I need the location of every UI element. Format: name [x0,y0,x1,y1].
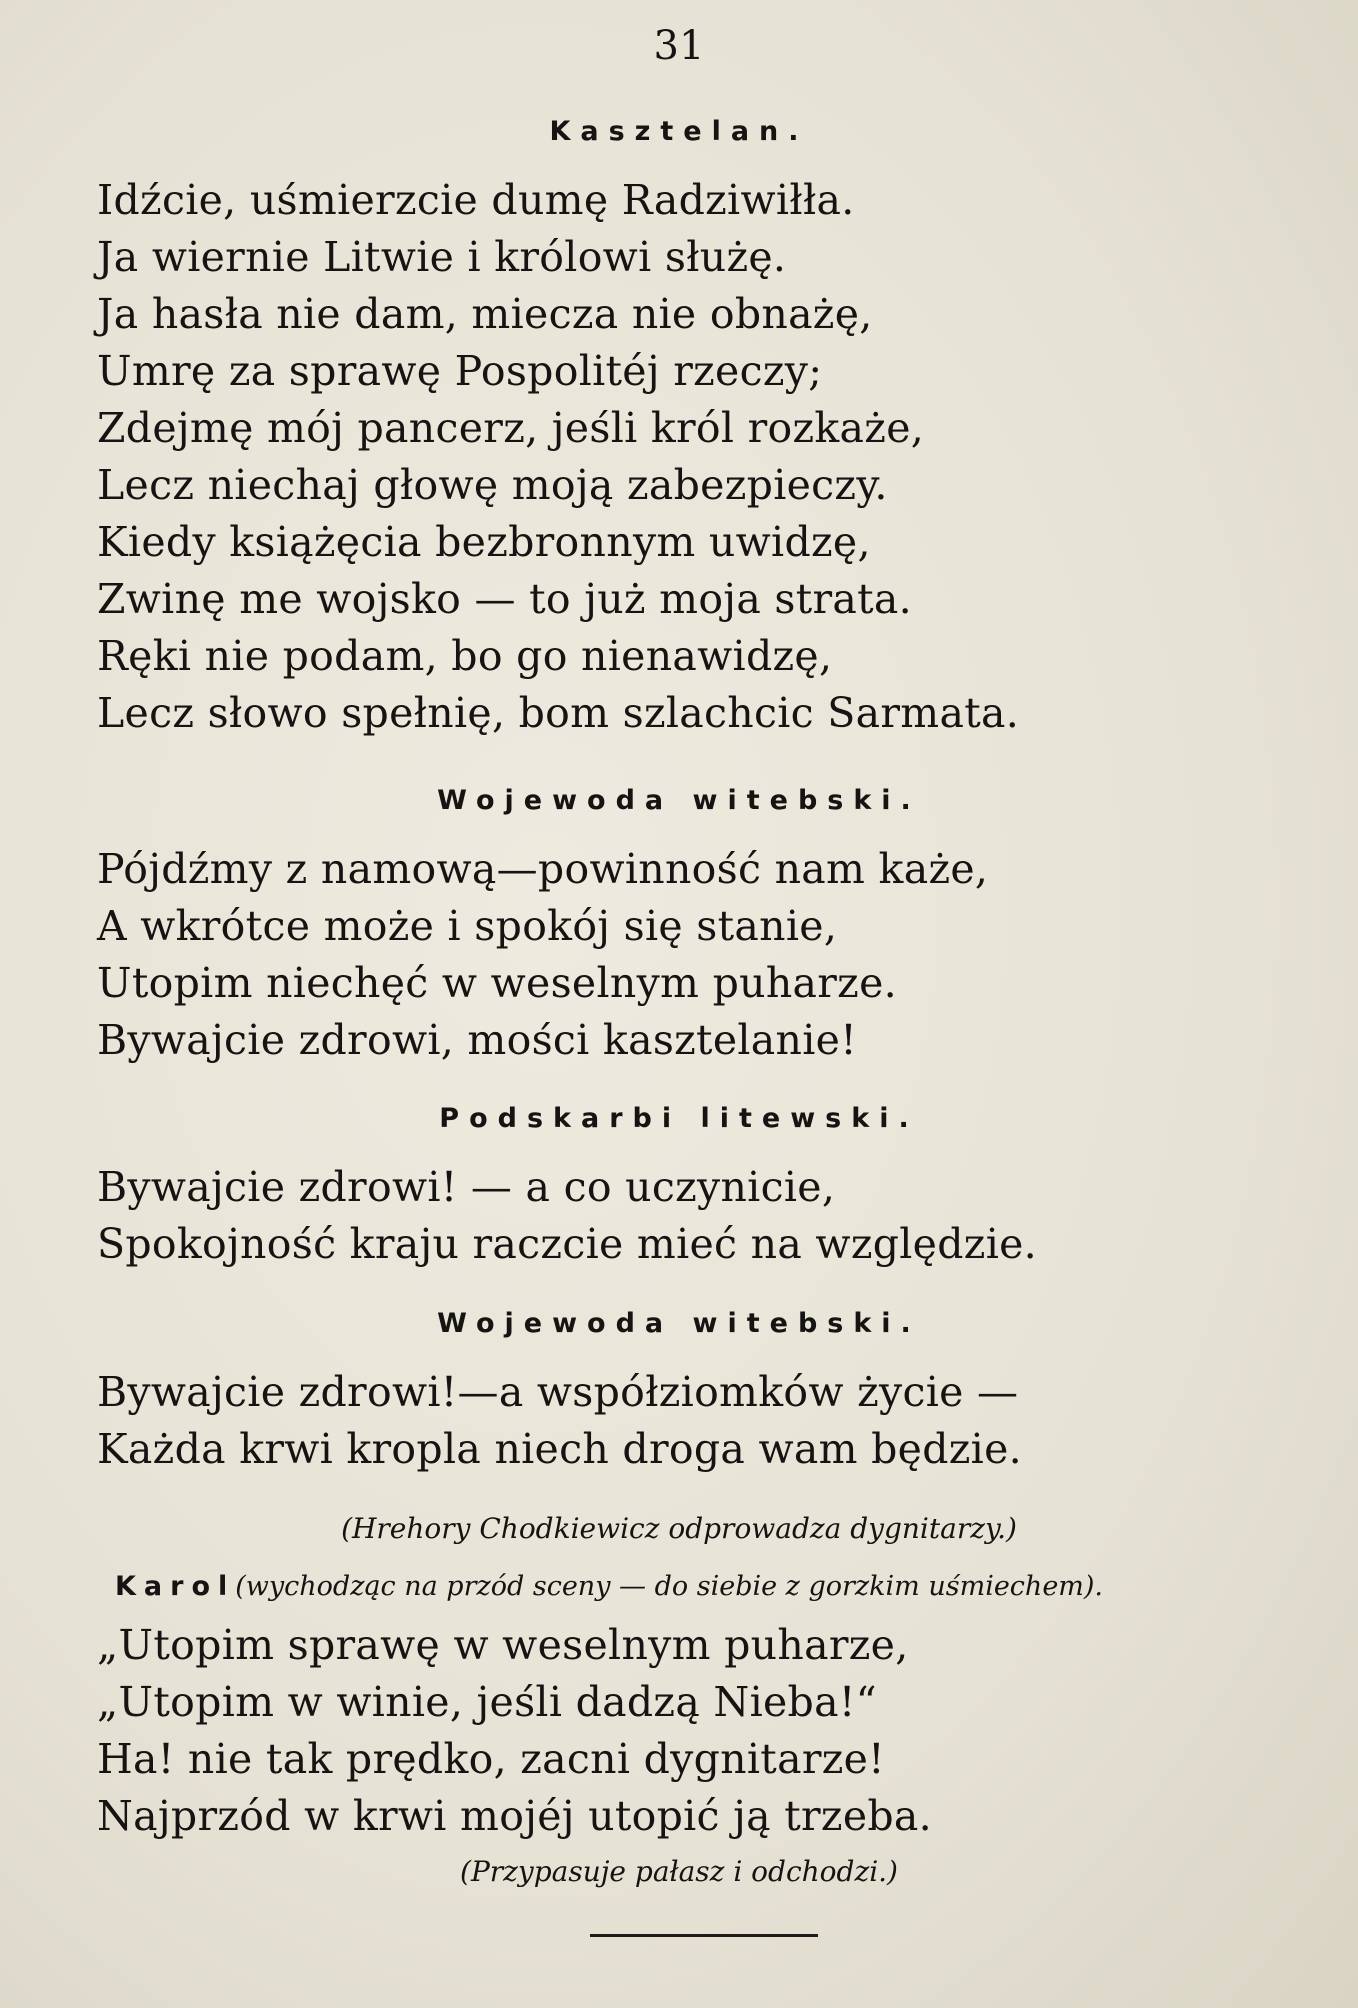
verse-line: Zdejmę mój pancerz, jeśli król rozkaże, [97,404,925,452]
verse-line: Lecz niechaj głowę moją zabezpieczy. [97,461,888,509]
verse-line: Zwinę me wojsko — to już moja strata. [97,575,913,623]
verse-line: Umrę za sprawę Pospolitéj rzeczy; [97,347,823,395]
speaker-heading: Wojewoda witebski. [437,785,921,816]
speaker-heading: Podskarbi litewski. [439,1103,919,1134]
verse-line: Spokojność kraju raczcie mieć na względzie. [97,1220,1038,1268]
verse-line: Lecz słowo spełnię, bom szlachcic Sarmata. [97,689,1020,737]
verse-line: Kiedy książęcia bezbronnym uwidzę, [97,518,871,566]
verse-line: Bywajcie zdrowi, mości kasztelanie! [97,1016,858,1064]
verse-line: Ja wiernie Litwie i królowi służę. [97,233,787,281]
verse-block [97,841,1297,1069]
verse-line: Utopim niechęć w weselnym puharze. [97,959,897,1007]
verse-line: Ja hasła nie dam, miecza nie obnażę, [97,290,873,338]
verse-line: Pójdźmy z namową—powinność nam każe, [97,845,989,893]
verse-line: „Utopim sprawę w weselnym puharze, [97,1621,909,1669]
verse-line: A wkrótce może i spokój się stanie, [97,902,838,950]
karol-heading [115,1567,1345,1610]
verse-block [97,1159,1297,1273]
verse-line: Bywajcie zdrowi! — a co uczynicie, [97,1163,836,1211]
stage-direction: (Przypasuje pałasz i odchodzi.) [460,1855,898,1888]
speaker-name: Karol [115,1571,236,1602]
verse-block [97,1617,1297,1845]
verse-line: „Utopim w winie, jeśli dadzą Nieba!“ [97,1678,877,1726]
verse-line: Ha! nie tak prędko, zacni dygnitarze! [97,1735,885,1783]
page-number: 31 [653,23,705,69]
verse-block [97,172,1297,742]
verse-line: Idźcie, uśmierzcie dumę Radziwiłła. [97,176,855,224]
speaker-heading: Wojewoda witebski. [437,1308,921,1339]
verse-block [97,1364,1297,1478]
stage-direction: (Hrehory Chodkiewicz odprowadza dygnitarzy.) [341,1512,1017,1545]
end-rule [590,1934,818,1937]
speaker-heading: Kasztelan. [549,116,809,147]
verse-line: Każda krwi kropla niech droga wam będzie. [97,1425,1022,1473]
stage-direction: (wychodząc na przód sceny — do siebie z gorzkim uśmiechem). [235,1571,1104,1602]
verse-line: Bywajcie zdrowi!—a współziomków życie — [97,1368,1019,1416]
verse-line: Ręki nie podam, bo go nienawidzę, [97,632,833,680]
verse-line: Najprzód w krwi mojéj utopić ją trzeba. [97,1792,933,1840]
